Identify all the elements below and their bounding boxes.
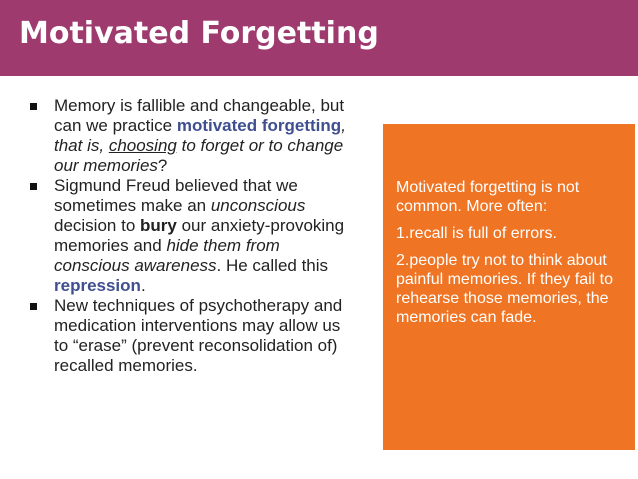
bold-term: bury <box>140 216 177 235</box>
highlight-term: motivated forgetting <box>176 116 342 135</box>
bullet-item-techniques <box>22 296 358 376</box>
bullet-text: to forget or to change our memories <box>54 136 344 175</box>
bullet-list <box>22 96 358 376</box>
bullet-text: New techniques of psychotherapy and medication interventions may allow us to “erase” (prevent reconsolidation of) recalled memories. <box>54 296 343 375</box>
callout-gap <box>396 216 628 224</box>
slide-title: Motivated Forgetting <box>19 16 379 51</box>
bullet-item-memory <box>22 96 358 176</box>
square-bullet-icon <box>30 183 37 190</box>
highlight-term: repression <box>54 276 141 295</box>
bullet-text: Sigmund Freud believed that we sometimes make an <box>54 176 298 215</box>
bullet-text: decision to <box>54 216 140 235</box>
callout-intro: Motivated forgetting is not common. More often: <box>396 179 580 215</box>
callout-box <box>383 124 635 450</box>
callout-point-2: 2.people try not to think about painful memories. If they fail to rehearse those memories, the memories can fade. <box>396 252 613 326</box>
title-bar <box>0 0 638 76</box>
bullet-item-freud <box>22 176 358 296</box>
italic-term: hide them from conscious awareness <box>54 236 280 275</box>
callout-gap <box>396 243 628 251</box>
callout-point-1: 1.recall is full of errors. <box>396 225 557 242</box>
bullet-text: , that is, <box>54 116 346 155</box>
bullet-text: . He called this <box>216 256 329 275</box>
underlined-term: choosing <box>108 136 177 155</box>
square-bullet-icon <box>30 303 37 310</box>
bullet-text: . <box>140 276 146 295</box>
callout-text <box>396 178 628 327</box>
bullet-text: our anxiety-provoking memories and <box>54 216 345 255</box>
italic-term: unconscious <box>210 196 306 215</box>
bullet-text: ? <box>157 156 168 175</box>
square-bullet-icon <box>30 103 37 110</box>
bullet-text: Memory is fallible and changeable, but can we practice <box>54 96 345 135</box>
